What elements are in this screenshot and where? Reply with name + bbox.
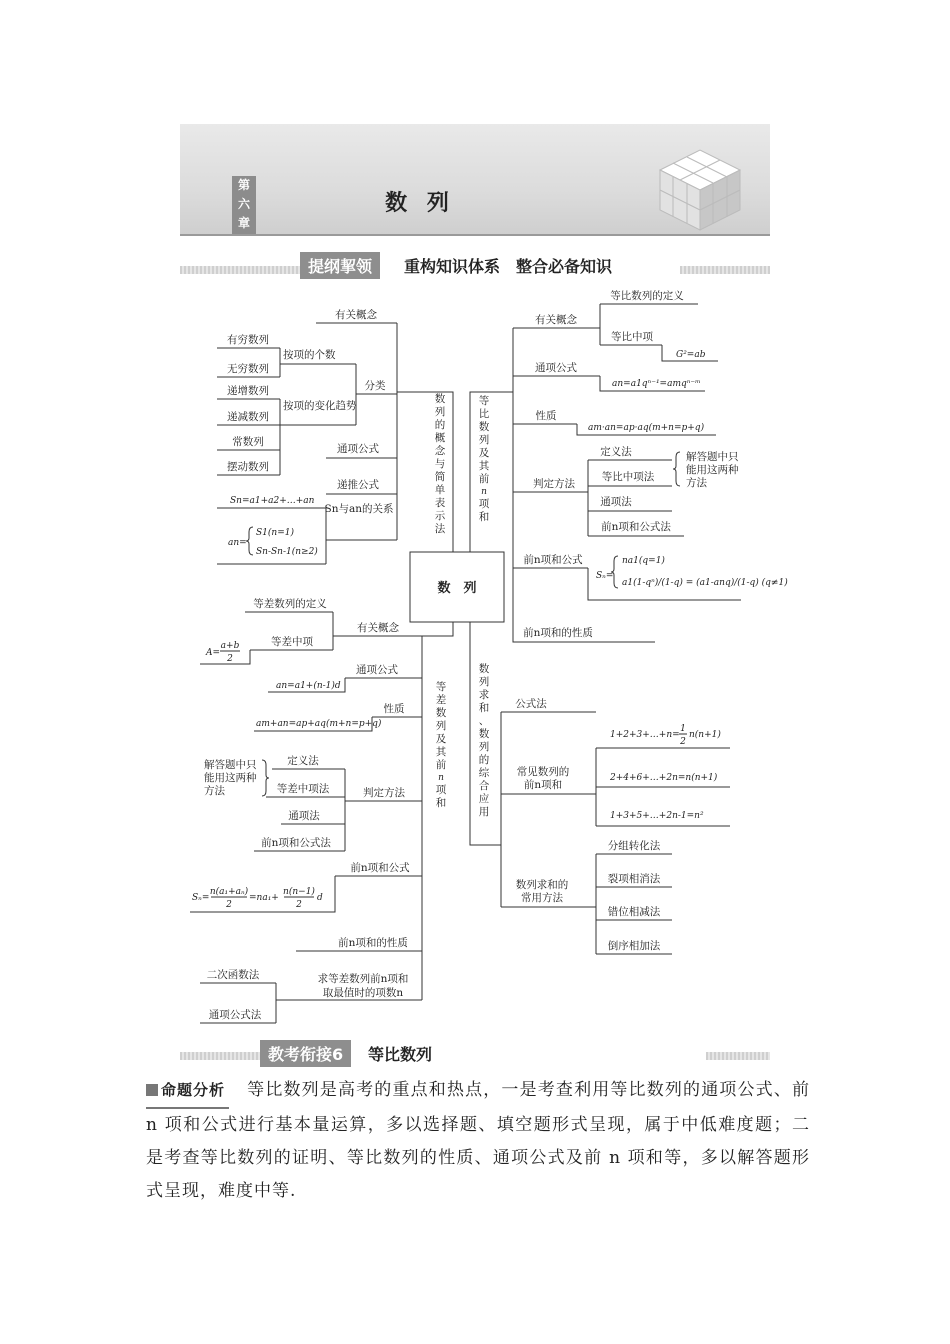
node-judge: 判定方法 (533, 478, 575, 490)
formula-sn-num1: n(a₁+aₙ) (209, 887, 249, 897)
node-concept: 有关概念 (357, 622, 399, 634)
node-judge-sum: 前n项和公式法 (601, 521, 671, 533)
node-concept: 有关概念 (535, 314, 577, 326)
formula-sn-num2: n(n−1) (283, 887, 315, 897)
chapter-tag-char: 六 (237, 197, 250, 211)
node-general-term: 通项公式 (535, 362, 577, 374)
vchar: 差 (435, 694, 447, 706)
branch-concept-title (435, 392, 446, 535)
vchar: 简 (434, 471, 446, 483)
node-quadratic: 二次函数法 (206, 969, 260, 981)
formula-a-den: 2 (227, 654, 233, 664)
node-definition: 等差数列的定义 (253, 598, 327, 610)
vchar: 其 (478, 460, 490, 472)
node-method-telescoping: 裂项相消法 (607, 873, 661, 885)
node-concept: 有关概念 (335, 309, 377, 321)
analysis-label (146, 1074, 229, 1109)
formula-general: an=a1+(n-1)d (276, 681, 341, 691)
node-judge-general: 通项法 (288, 810, 320, 822)
node-definition: 等比数列的定义 (610, 290, 684, 302)
formula-property: am+an=ap+aq(m+n=p+q) (256, 719, 382, 729)
node-classify: 分类 (364, 380, 386, 392)
node-recursive: 递推公式 (337, 479, 379, 491)
branch-summation-title (479, 662, 490, 818)
chapter-title: 数 列 (385, 191, 455, 216)
node-sum-formula: 前n项和公式 (350, 862, 410, 874)
vchar: 其 (435, 746, 447, 758)
node-methods: 数列求和的常用方法 (515, 879, 569, 904)
vchar: 前 (435, 759, 447, 771)
vchar: 示 (434, 510, 446, 522)
formula-sn-lhs: Sₙ= (596, 571, 614, 581)
vchar: 概 (434, 432, 446, 444)
node-judge-def: 定义法 (287, 755, 319, 767)
node-method-shift: 错位相减法 (607, 906, 661, 918)
vchar: 、 (478, 715, 490, 727)
chapter-tag-char: 章 (237, 216, 250, 230)
section-heading: 等比数列 (368, 1045, 433, 1064)
vchar: 列 (478, 434, 490, 446)
vchar: 合 (478, 780, 490, 792)
vchar: 的 (478, 754, 490, 766)
node-property: 性质 (535, 410, 557, 422)
vchar: 列 (478, 676, 490, 688)
note-text: 解答题中只能用这两种方法 (204, 759, 257, 797)
analysis-text: 等比数列是高考的重点和热点，一是考查利用等比数列的通项公式、前 n 项和公式进行基本量运算，多以选择题、填空题形式呈现，属于中低难度题；二是考查等比数列的证明、等比数列的性质、通项公式及前 n 项和等，多以解答题形式呈现，难度中等. (146, 1080, 810, 1201)
vchar: 单 (434, 484, 446, 496)
vchar: 用 (478, 806, 490, 818)
vchar: 项 (478, 498, 490, 510)
node-formula-method: 公式法 (515, 698, 547, 710)
vchar: 数 (478, 421, 490, 433)
formula-sn-mid: =na₁+ (249, 893, 279, 903)
vchar: 数 (478, 663, 490, 675)
formula-sum-even: 2+4+6+…+2n=n(n+1) (610, 773, 718, 783)
section-strip-left (180, 1052, 260, 1060)
branch-geometric-title (479, 394, 490, 523)
formula-sn-d: d (317, 893, 323, 903)
node-method-grouping: 分组转化法 (607, 840, 661, 852)
vchar: 项 (435, 784, 447, 796)
node-judge-general: 通项法 (600, 496, 632, 508)
vchar: n (481, 487, 487, 497)
analysis-paragraph (146, 1074, 810, 1208)
node-common-sums: 常见数列的前n项和 (516, 766, 570, 791)
chapter-tag-char: 第 (237, 178, 250, 192)
node-judge-middle: 等比中项法 (601, 471, 655, 483)
node-general-term: 通项公式 (356, 664, 398, 676)
formula-sn-den2: 2 (296, 900, 302, 910)
node-infinite: 无穷数列 (227, 363, 269, 375)
vchar: 前 (478, 473, 490, 485)
node-by-trend: 按项的变化趋势 (283, 400, 357, 412)
node-property: 性质 (383, 703, 405, 715)
node-sum-property: 前n项和的性质 (338, 937, 408, 949)
vchar: 列 (434, 406, 446, 418)
node-judge-sum: 前n项和公式法 (261, 837, 331, 849)
branch-arithmetic (190, 597, 453, 1023)
vchar: 的 (434, 419, 446, 431)
analysis-label-text: 命题分析 (161, 1081, 226, 1099)
node-by-count: 按项的个数 (283, 349, 336, 361)
node-sum-formula: 前n项和公式 (523, 554, 583, 566)
vchar: 与 (434, 458, 446, 470)
vchar: 念 (434, 445, 446, 457)
formula-half-num: 1 (680, 724, 686, 734)
vchar: 和 (478, 511, 490, 523)
node-judge-def: 定义法 (600, 446, 632, 458)
node-middle-term: 等比中项 (611, 331, 653, 343)
node-constant: 常数列 (232, 436, 264, 448)
node-general-term: 通项公式 (337, 443, 379, 455)
node-sum-property: 前n项和的性质 (523, 627, 593, 639)
vchar: 等 (435, 681, 447, 693)
formula-sum-1: na1(q=1) (622, 556, 665, 566)
section-label: 教考衔接6 (260, 1040, 351, 1067)
formula-sn-den1: 2 (226, 900, 232, 910)
vchar: 应 (478, 793, 490, 805)
vchar: 和 (435, 797, 447, 809)
formula-half-den: 2 (680, 737, 686, 747)
branch-concept (217, 308, 453, 564)
section-label: 提纲挈领 (300, 252, 380, 279)
formula-sum-2: a1(1-qⁿ)/(1-q) = (a1-anq)/(1-q) (q≠1) (622, 578, 788, 588)
vchar: 数 (435, 707, 447, 719)
formula-sn: Sn=a1+a2+…+an (230, 496, 315, 506)
branch-summation (470, 622, 730, 954)
vchar: 综 (478, 767, 490, 779)
node-middle-term: 等差中项 (271, 636, 313, 648)
vchar: 求 (478, 689, 490, 701)
branch-geometric (470, 289, 788, 642)
formula-an-piece2: Sn-Sn-1(n≥2) (256, 547, 318, 557)
vchar: 列 (478, 741, 490, 753)
vchar: 比 (478, 408, 490, 420)
formula-sum-odd: 1+3+5+…+2n-1=n² (610, 811, 704, 821)
node-judge-middle: 等差中项法 (276, 783, 330, 795)
node-judge: 判定方法 (363, 787, 405, 799)
vchar: 及 (478, 447, 490, 459)
node-method-reverse: 倒序相加法 (607, 940, 661, 952)
node-decreasing: 递减数列 (227, 411, 269, 423)
branch-arithmetic-title (436, 680, 447, 809)
vchar: 数 (434, 393, 446, 405)
section-strip-right (706, 1052, 770, 1060)
node-maxmin: 求等差数列前n项和取最值时的项数n (317, 973, 409, 999)
formula-sum-n: 1+2+3+…+n= (610, 730, 680, 740)
vchar: 和 (478, 702, 490, 714)
vchar: n (438, 773, 444, 783)
formula-sn-lhs: Sₙ= (192, 893, 210, 903)
formula-property: am·an=ap·aq(m+n=p+q) (588, 423, 705, 433)
vchar: 列 (435, 720, 447, 732)
node-finite: 有穷数列 (227, 334, 269, 346)
node-increasing: 递增数列 (227, 385, 269, 397)
vchar: 及 (435, 733, 447, 745)
node-relation: Sn与an的关系 (324, 503, 394, 515)
formula-general: an=a1qⁿ⁻¹=amqⁿ⁻ᵐ (612, 379, 701, 389)
vchar: 等 (478, 395, 490, 407)
node-general-method: 通项公式法 (208, 1009, 262, 1021)
note-text: 解答题中只能用这两种方法 (686, 451, 739, 489)
node-oscillating: 摆动数列 (227, 461, 269, 473)
formula-g2: G²=ab (676, 350, 706, 360)
formula-a-num: a+b (220, 641, 240, 651)
square-icon (146, 1084, 158, 1096)
center-label: 数 列 (437, 581, 477, 596)
formula-a: A= (206, 648, 221, 658)
formula-sum-n-tail: n(n+1) (689, 730, 721, 740)
formula-an-lhs: an= (228, 538, 247, 548)
vchar: 表 (434, 497, 446, 509)
section-heading: 重构知识体系 整合必备知识 (404, 257, 613, 276)
formula-an-piece1: S1(n=1) (256, 528, 294, 538)
vchar: 法 (434, 523, 446, 535)
vchar: 数 (478, 728, 490, 740)
